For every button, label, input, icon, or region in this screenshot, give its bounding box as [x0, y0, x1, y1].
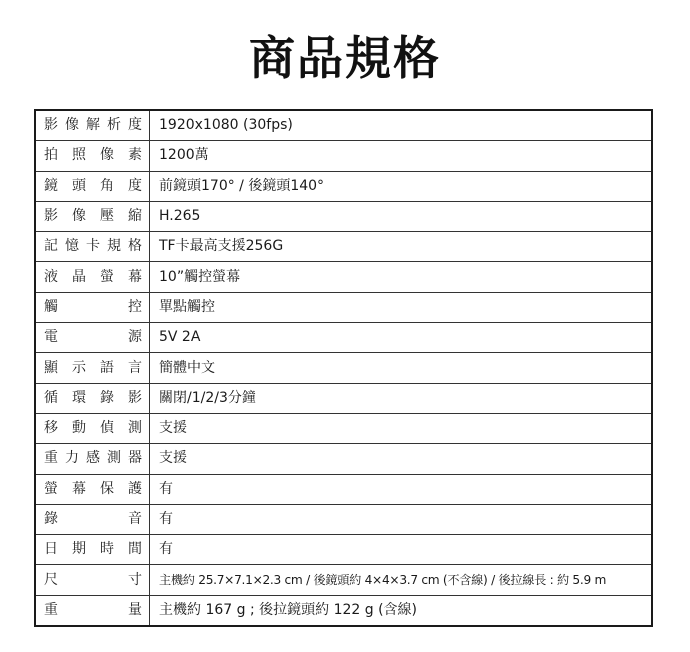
spec-label-cell — [35, 171, 150, 201]
spec-label: 重力感測器 — [44, 450, 143, 467]
spec-value: 簡體中文 — [150, 353, 653, 383]
spec-value: 有 — [150, 474, 653, 504]
spec-value: 5V 2A — [150, 323, 653, 353]
spec-label-cell — [35, 595, 150, 626]
spec-label: 顯示語言 — [44, 359, 143, 376]
spec-label: 記憶卡規格 — [44, 238, 143, 255]
spec-label: 鏡頭角度 — [44, 177, 143, 194]
spec-value: 主機約 167 g ; 後拉鏡頭約 122 g (含線) — [150, 595, 653, 626]
spec-value: 有 — [150, 535, 653, 565]
spec-value: 主機約 25.7×7.1×2.3 cm / 後鏡頭約 4×4×3.7 cm (不含線) / 後拉線長 : 約 5.9 m — [150, 565, 653, 595]
spec-value: 關閉/1/2/3分鐘 — [150, 383, 653, 413]
spec-label-cell — [35, 201, 150, 231]
spec-label-cell — [35, 444, 150, 474]
spec-label: 重量 — [44, 601, 143, 618]
spec-label: 影像壓縮 — [44, 208, 143, 225]
spec-value: 支援 — [150, 413, 653, 443]
spec-label-cell — [35, 474, 150, 504]
spec-table — [34, 109, 653, 627]
spec-label: 電源 — [44, 329, 143, 346]
table-row — [35, 383, 652, 413]
page-title: 商品規格 — [249, 31, 441, 85]
spec-label: 液晶螢幕 — [44, 268, 143, 285]
spec-label-cell — [35, 262, 150, 292]
spec-label: 日期時間 — [44, 541, 143, 558]
spec-value: 1920x1080 (30fps) — [150, 110, 653, 141]
spec-label-cell — [35, 504, 150, 534]
spec-value: 前鏡頭170° / 後鏡頭140° — [150, 171, 653, 201]
spec-value: TF卡最高支援256G — [150, 232, 653, 262]
spec-label-cell — [35, 565, 150, 595]
spec-label-cell — [35, 383, 150, 413]
table-row — [35, 474, 652, 504]
table-row — [35, 353, 652, 383]
spec-label: 移動偵測 — [44, 420, 143, 437]
spec-label: 影像解析度 — [44, 117, 143, 134]
table-row — [35, 323, 652, 353]
table-row — [35, 171, 652, 201]
table-row — [35, 141, 652, 171]
spec-label: 錄音 — [44, 511, 143, 527]
table-row — [35, 535, 652, 565]
spec-value: 有 — [150, 504, 653, 534]
spec-value: 單點觸控 — [150, 292, 653, 322]
table-row — [35, 110, 652, 141]
table-row — [35, 232, 652, 262]
spec-label-cell — [35, 535, 150, 565]
table-row — [35, 565, 652, 595]
spec-label: 循環錄影 — [44, 389, 143, 406]
table-row — [35, 444, 652, 474]
spec-label-cell — [35, 110, 150, 141]
spec-label: 螢幕保護 — [44, 480, 143, 497]
spec-value: 支援 — [150, 444, 653, 474]
spec-label: 尺寸 — [44, 571, 143, 588]
table-row — [35, 504, 652, 534]
table-row — [35, 262, 652, 292]
spec-label-cell — [35, 323, 150, 353]
spec-value: 1200萬 — [150, 141, 653, 171]
spec-label: 觸控 — [44, 298, 143, 315]
spec-label-cell — [35, 413, 150, 443]
spec-label-cell — [35, 232, 150, 262]
table-row — [35, 292, 652, 322]
spec-value: 10”觸控螢幕 — [150, 262, 653, 292]
table-row — [35, 201, 652, 231]
table-row — [35, 413, 652, 443]
spec-value: H.265 — [150, 201, 653, 231]
spec-label-cell — [35, 141, 150, 171]
table-row — [35, 595, 652, 626]
spec-label-cell — [35, 292, 150, 322]
spec-label: 拍照像素 — [44, 147, 143, 164]
spec-label-cell — [35, 353, 150, 383]
